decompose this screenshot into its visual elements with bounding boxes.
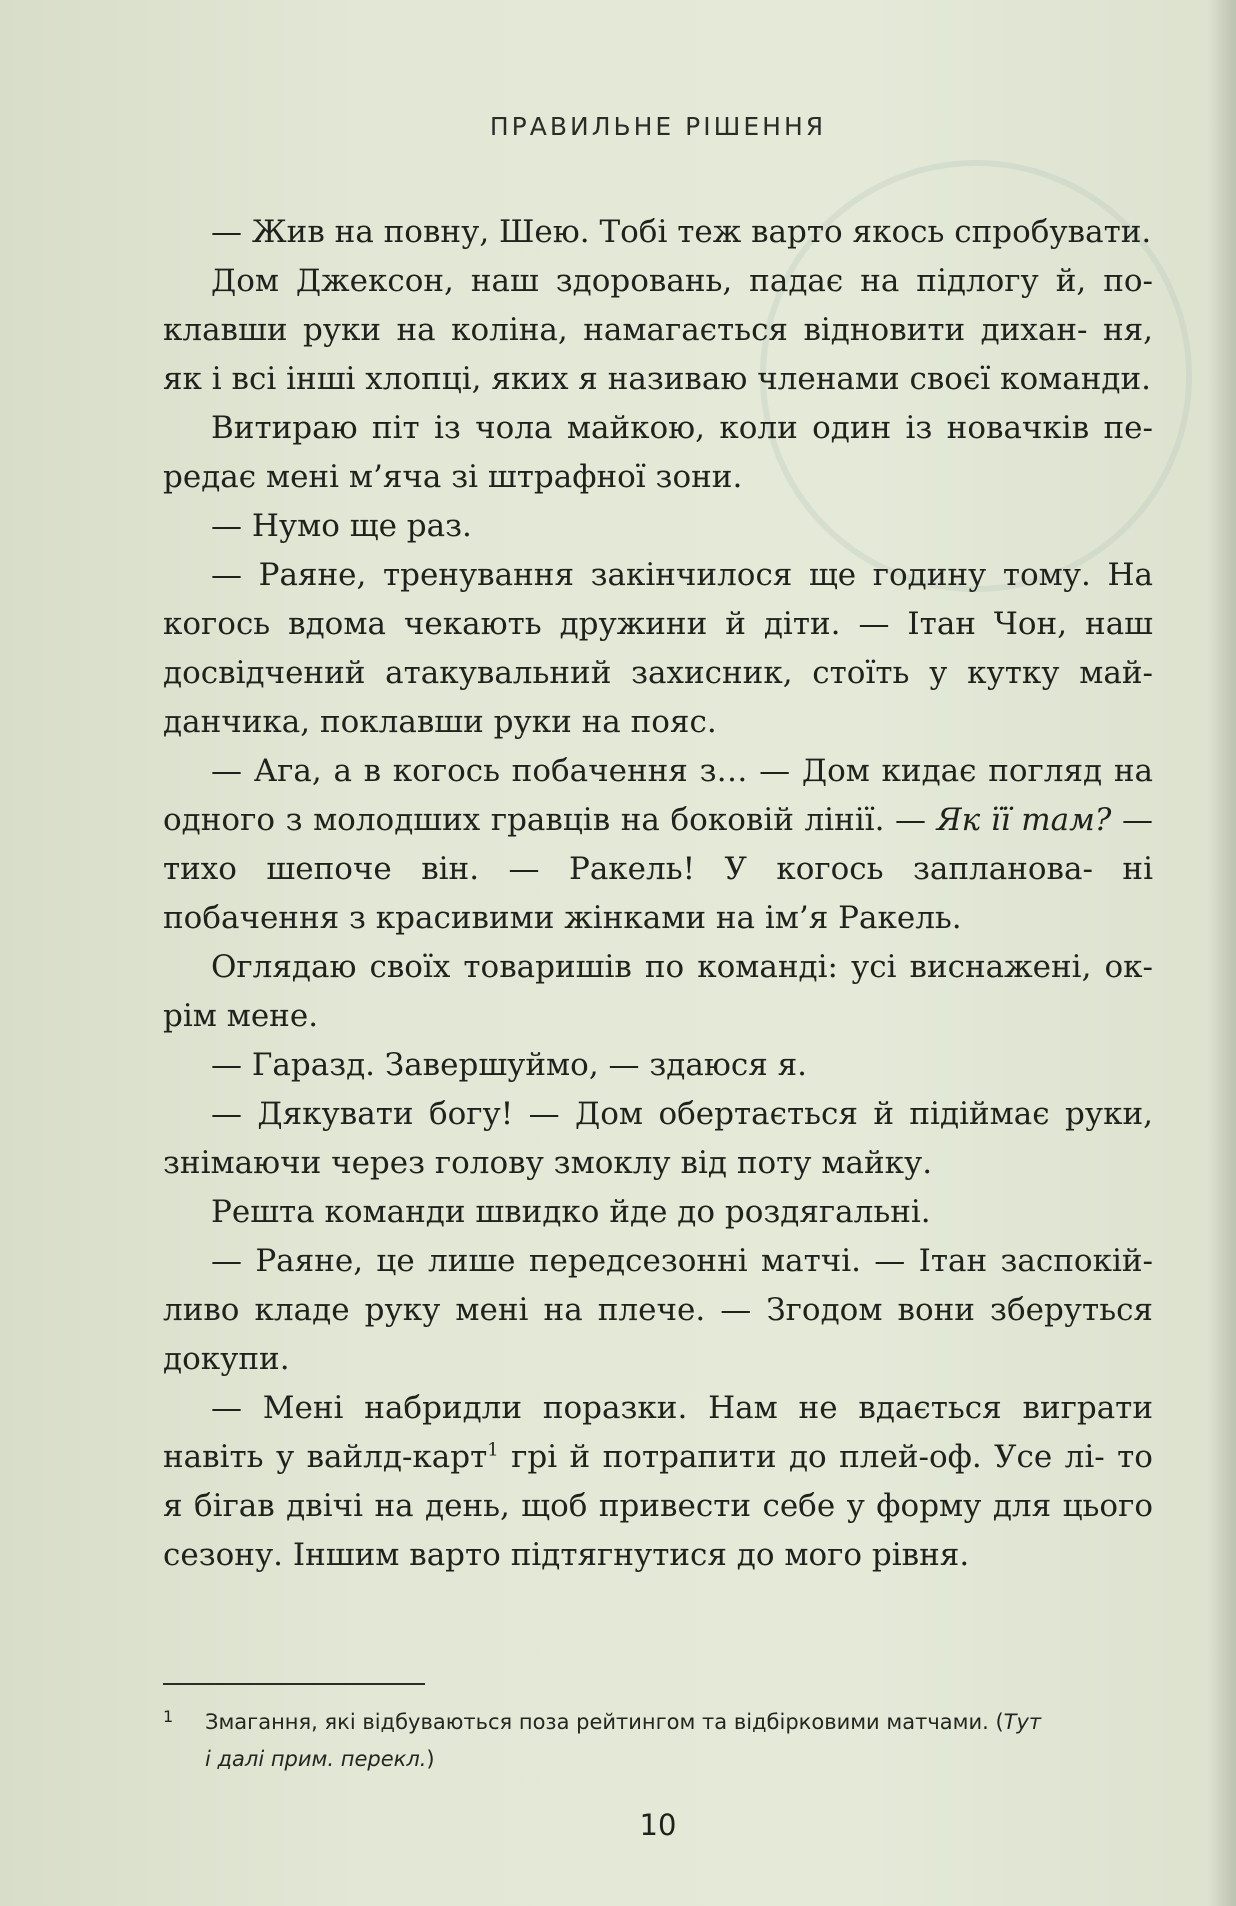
italic-text: там? (1021, 802, 1112, 838)
text-line: — Дякувати богу! — Дом обертається й підіймає руки, (211, 1096, 1153, 1132)
footnote-divider (163, 1683, 425, 1685)
footnote-close: ) (426, 1747, 435, 1771)
paragraph (163, 257, 1153, 404)
text-line: ні побачення з красивими жінками на ім’я Ракель. (163, 851, 1153, 936)
text-line: цього сезону. Іншим варто підтягнутися до мого рівня. (163, 1488, 1153, 1573)
text-line: клавши руки на коліна, намагається відновити дихан- (163, 312, 1088, 348)
italic-text: Як її (936, 802, 1011, 838)
footnote-number: 1 (163, 1707, 174, 1726)
text-line: на одного з молодших гравців на боковій лінії. — (163, 753, 1153, 838)
footnote-body: Змагання, які відбуваються поза рейтингом та відбірковими матчами. ( (205, 1710, 1004, 1734)
running-header: ПРАВИЛЬНЕ РІШЕННЯ (489, 112, 827, 141)
paragraph (163, 208, 1153, 257)
text-line: рім мене. (163, 998, 319, 1034)
page-number: 10 (639, 1808, 677, 1842)
text-line: — Мені набридли поразки. Нам не вдається виграти (211, 1390, 1153, 1426)
page-edge-shadow (1208, 0, 1236, 1906)
text-line: — Раяне, тренування закінчилося ще годину тому. На (211, 557, 1153, 593)
text-line: ня, як і всі інші хлопці, яких я називаю членами своєї (163, 312, 1154, 397)
text-line: — Ага, а в когось побачення з… — Дом кидає погляд (211, 753, 1103, 789)
footnote-text (205, 1704, 1153, 1778)
paragraph (163, 943, 1153, 1041)
text-line: Оглядаю своїх товаришів по команді: усі виснажені, ок- (211, 949, 1153, 985)
text-line: — Раяне, це лише передсезонні матчі. — Ітан заспокій- (211, 1243, 1153, 1279)
footnote-reference: 1 (487, 1439, 499, 1461)
text-line: команди. (1000, 361, 1152, 397)
footnote-italic: Тут (1003, 1710, 1042, 1734)
text-line: навіть у вайлд-карт (163, 1439, 488, 1475)
paragraph (163, 747, 1153, 943)
text-line: Решта команди швидко йде до роздягальні. (211, 1194, 931, 1230)
text-line: докупи. (163, 1341, 290, 1377)
footnote-italic: і далі прим. перекл. (205, 1747, 427, 1771)
text-line: то я бігав двічі на день, щоб привести себе у форму для (163, 1439, 1153, 1524)
text-line: Дом Джексон, наш здоровань, падає на підлогу й, по- (211, 263, 1153, 299)
text-line: когось вдома чекають дружини й діти. — Ітан Чон, наш (163, 606, 1153, 642)
text-line: Витираю піт із чола майкою, коли один із новачків пе- (211, 410, 1153, 446)
text-line: — Нумо ще раз. (211, 508, 472, 544)
paragraph (163, 1384, 1153, 1580)
paragraph (163, 551, 1153, 747)
text-line: данчика, поклавши руки на пояс. (163, 704, 717, 740)
text-line: — тихо шепоче він. — Ракель! У когось запланова- (163, 802, 1153, 887)
body-text (163, 208, 1153, 1580)
paragraph (163, 1237, 1153, 1384)
text-line: грі й потрапити до плей-оф. Усе лі- (511, 1439, 1105, 1475)
footnote (163, 1704, 1153, 1778)
text-line: досвідчений атакувальний захисник, стоїть у кутку май- (163, 655, 1153, 691)
paragraph (163, 502, 1153, 551)
paragraph (163, 1090, 1153, 1188)
paragraph (163, 404, 1153, 502)
text-line: — Гаразд. Завершуймо, — здаюся я. (211, 1047, 808, 1083)
paragraph (163, 1188, 1153, 1237)
paragraph (163, 1041, 1153, 1090)
text-line: редає мені м’яча зі штрафної зони. (163, 459, 743, 495)
text-line: ливо кладе руку мені на плече. — Згодом вони зберуться (163, 1292, 1153, 1328)
text-line: знімаючи через голову змоклу від поту майку. (163, 1145, 933, 1181)
text-line: — Жив на повну, Шею. Тобі теж варто якось спробувати. (211, 214, 1152, 250)
